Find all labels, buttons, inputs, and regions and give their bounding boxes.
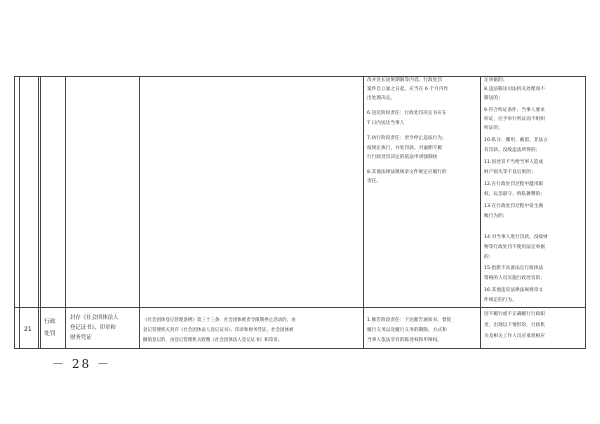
row-item-line: 封存《社会团体法人 — [70, 315, 119, 321]
top-row-accountability-line: 权、玩忽职守、徇私舞弊的； — [484, 192, 546, 197]
top-row-duty-line: 改并处长途班期限等内容。行政处罚 — [367, 78, 443, 83]
row-item-line: 登记证书》、印章和 — [70, 325, 116, 331]
row-duty-line: 1.催告阶段责任：下达催告通知书，督促 — [367, 318, 452, 323]
top-row-accountability-line: 14.对当事人进行罚款、没收财 — [484, 235, 548, 240]
row-category-line: 处罚 — [44, 331, 56, 337]
top-row-accountability-line: 件规定的行为。 — [484, 298, 517, 303]
row-category-line: 行政 — [44, 319, 56, 325]
top-row-accountability-line: 财产损失等不良后果的； — [484, 170, 536, 175]
top-row-duty-line: 出处理决定。 — [367, 96, 396, 101]
top-row-duty-line: 7 日内送达当事人 — [367, 121, 405, 126]
page-number: － 28 － — [52, 357, 111, 371]
top-row-accountability-line: 15.指派不具备法定行政执法 — [484, 266, 544, 271]
top-row-duty-line: 按规定执行，并处罚款。对逾期不履 — [367, 146, 443, 151]
top-row-duty-line: 6.送达阶段责任：行政处罚决定书应在 — [367, 111, 447, 116]
top-row-duty-line: 7.执行阶段责任：责令停止违法行为， — [367, 136, 447, 141]
row-accountability-line: 责，出现以下情形的，行政机 — [484, 323, 546, 328]
table-row-divider — [14, 307, 586, 308]
top-row-accountability-line: 的； — [484, 255, 494, 260]
row-duty-line: 当事人依法享有的陈述权和申辩权。 — [367, 338, 443, 343]
top-row-accountability-line: 物等行政处罚不使用法定单据 — [484, 245, 546, 250]
top-row-accountability-line: 11.因处罚不当给当事人造成 — [484, 160, 544, 165]
row-duty-line: 履行义务以及履行义务的期限、方式和 — [367, 328, 447, 333]
table-border-bottom — [14, 348, 586, 349]
top-row-accountability-line: 8.违法移送司法机关处理而不 — [484, 87, 545, 92]
top-row-accountability-line: 有罚款、没收违法所得的； — [484, 148, 541, 153]
top-row-duty-line: 案件自立案之日起，应当在 6 个月内作 — [367, 87, 449, 92]
row-basis-line: 《社会团体登记管理条例》第三十三条：社会团体被责令限期停止活动的，由 — [143, 318, 296, 323]
top-row-accountability-line: 12.在行政处罚过程中滥用职 — [484, 182, 544, 187]
row-basis-line: 撤销登记的，由登记管理机关收缴《社会团体法人登记证书》和印章。 — [143, 338, 283, 343]
top-row-accountability-line: 定单据的； — [484, 78, 508, 83]
row-accountability-line: 因不履行或不正确履行行政职 — [484, 312, 546, 317]
row-item-line: 财务凭证 — [70, 335, 92, 341]
top-row-accountability-line: 败行为的； — [484, 214, 508, 219]
top-row-accountability-line: 9.符合听证条件、当事人要求 — [484, 108, 545, 113]
row-accountability-line: 关及相关工作人员应承担相应 — [484, 334, 546, 339]
top-row-accountability-line: 移送的； — [484, 96, 503, 101]
top-row-accountability-line: 10.私分、挪用、截留、非法占 — [484, 138, 548, 143]
top-row-duty-line: 行行政处罚决定的依法申请强制执 — [367, 155, 438, 160]
top-row-duty-line: 责任。 — [367, 179, 382, 184]
top-row-duty-line: 8.其他法律法规规章文件规定应履行的 — [367, 170, 447, 175]
top-row-accountability-line: 16.其他违反法律法规规章文 — [484, 288, 544, 293]
top-row-accountability-line: 资格的人员实施行政处罚的； — [484, 276, 546, 281]
row-basis-line: 登记管理机关封存《社会团体法人登记证书》、印章和财务凭证。社会团体被 — [143, 328, 294, 333]
top-row-accountability-line: 听证，应予举行听证而不组织 — [484, 117, 546, 122]
top-row-accountability-line: 13.在行政处罚过程中发生腐 — [484, 204, 544, 209]
top-row-accountability-line: 听证的； — [484, 126, 503, 131]
row-number: 21 — [24, 326, 32, 333]
